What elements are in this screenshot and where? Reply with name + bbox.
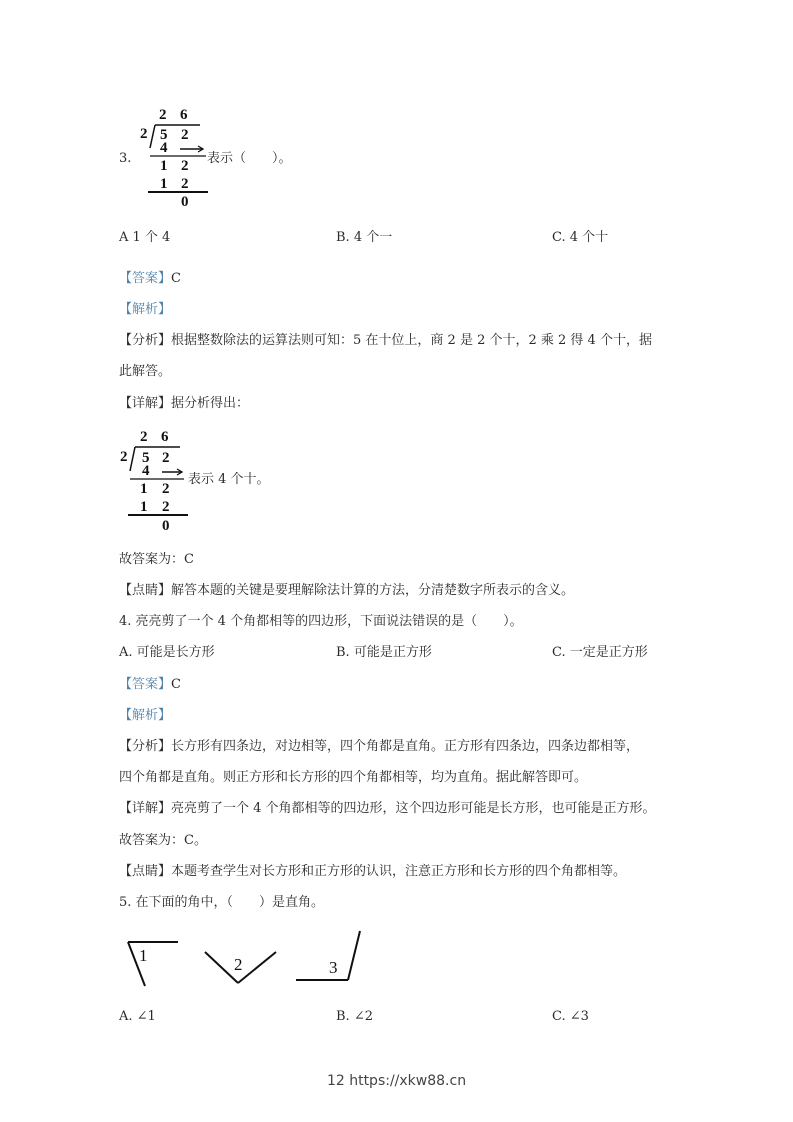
q5-option-b: B. ∠2 — [336, 1009, 373, 1024]
dividend-digit: 5 — [142, 450, 150, 466]
q3-fenxi-cont: 此解答。 — [119, 364, 172, 379]
dividend-digit: 2 — [181, 127, 189, 143]
remainder-digit: 2 — [181, 158, 189, 174]
angle-diagram-icon — [110, 925, 390, 995]
quotient-digit: 2 — [140, 429, 148, 445]
fenxi-tag: 【分析】 — [119, 333, 172, 348]
q4-conclusion: 故答案为：C。 — [119, 833, 207, 848]
q3-xiangjie — [119, 396, 249, 412]
step-product: 2 — [162, 499, 170, 515]
divisor: 2 — [140, 126, 148, 142]
remainder-digit: 2 — [162, 481, 170, 497]
q3-option-c: C. 4 个十 — [552, 230, 609, 245]
final-remainder: 0 — [181, 194, 189, 210]
q3-stem-suffix: 表示（ ）。 — [207, 151, 292, 166]
q4-answer-row — [119, 677, 181, 693]
q5-option-a: A. ∠1 — [119, 1009, 156, 1024]
q4-option-b: B. 可能是正方形 — [336, 645, 432, 660]
analysis-tag: 【解析】 — [119, 302, 172, 317]
q3-number: 3. — [119, 151, 132, 166]
xiangjie-tag: 【详解】 — [119, 801, 172, 816]
answer-value: C — [171, 677, 181, 692]
step-product: 1 — [140, 499, 148, 515]
q4-stem: 4. 亮亮剪了一个 4 个角都相等的四边形，下面说法错误的是（ ）。 — [119, 614, 523, 629]
q4-fenxi — [119, 739, 639, 755]
remainder-digit: 1 — [140, 481, 148, 497]
dianjing-tag: 【点睛】 — [119, 864, 172, 879]
step-product: 4 — [142, 463, 150, 479]
q4-option-a: A. 可能是长方形 — [119, 645, 215, 660]
q3-option-b: B. 4 个一 — [336, 230, 393, 245]
q5-stem: 5. 在下面的角中，（ ）是直角。 — [119, 895, 325, 910]
xiangjie-text: 亮亮剪了一个 4 个角都相等的四边形，这个四边形可能是长方形，也可能是正方形。 — [171, 801, 656, 816]
q3-option-a: A 1 个 4 — [119, 230, 171, 245]
answer-tag: 【答案】 — [119, 677, 172, 692]
dianjing-text: 解答本题的关键是要理解除法计算的方法，分清楚数字所表示的含义。 — [171, 583, 575, 598]
analysis-tag: 【解析】 — [119, 708, 172, 723]
dianjing-text: 本题考查学生对长方形和正方形的认识，注意正方形和长方形的四个角都相等。 — [171, 864, 627, 879]
angle-label-2: 2 — [234, 955, 243, 974]
step-product: 4 — [160, 140, 168, 156]
q5-option-c: C. ∠3 — [552, 1009, 589, 1024]
q3-conclusion: 故答案为：C — [119, 552, 194, 567]
divisor: 2 — [120, 449, 128, 465]
angle-label-1: 1 — [139, 946, 148, 965]
final-remainder: 0 — [162, 518, 170, 534]
dividend-digit: 2 — [162, 450, 170, 466]
xiangjie-text: 据分析得出： — [171, 396, 250, 411]
fenxi-tag: 【分析】 — [119, 739, 172, 754]
q3-answer-row — [119, 271, 181, 287]
q3-dianjing — [119, 583, 574, 599]
figure2-caption: 表示 4 个十。 — [188, 472, 270, 487]
angle-label-3: 3 — [329, 958, 338, 977]
step-product: 1 — [160, 176, 168, 192]
angles-figure — [110, 925, 390, 995]
dividend-digit: 5 — [160, 127, 168, 143]
dianjing-tag: 【点睛】 — [119, 583, 172, 598]
q4-option-c: C. 一定是正方形 — [552, 645, 648, 660]
quotient-digit: 6 — [180, 107, 188, 123]
fenxi-text: 长方形有四条边，对边相等，四个角都是直角。正方形有四条边，四条边都相等， — [171, 739, 640, 754]
page-footer: 12 https://xkw88.cn — [326, 1073, 467, 1089]
q4-dianjing — [119, 864, 626, 880]
answer-value: C — [171, 271, 181, 286]
xiangjie-tag: 【详解】 — [119, 396, 172, 411]
fenxi-text: 根据整数除法的运算法则可知：5 在十位上，商 2 是 2 个十，2 乘 2 得 4 个十，据 — [171, 333, 652, 348]
quotient-digit: 2 — [159, 107, 167, 123]
quotient-digit: 6 — [161, 429, 169, 445]
answer-tag: 【答案】 — [119, 271, 172, 286]
q4-xiangjie — [119, 801, 656, 817]
q4-fenxi-cont: 四个角都是直角。则正方形和长方形的四个角都相等，均为直角。据此解答即可。 — [119, 770, 588, 785]
remainder-digit: 1 — [160, 158, 168, 174]
step-product: 2 — [181, 176, 189, 192]
q3-fenxi — [119, 333, 652, 349]
